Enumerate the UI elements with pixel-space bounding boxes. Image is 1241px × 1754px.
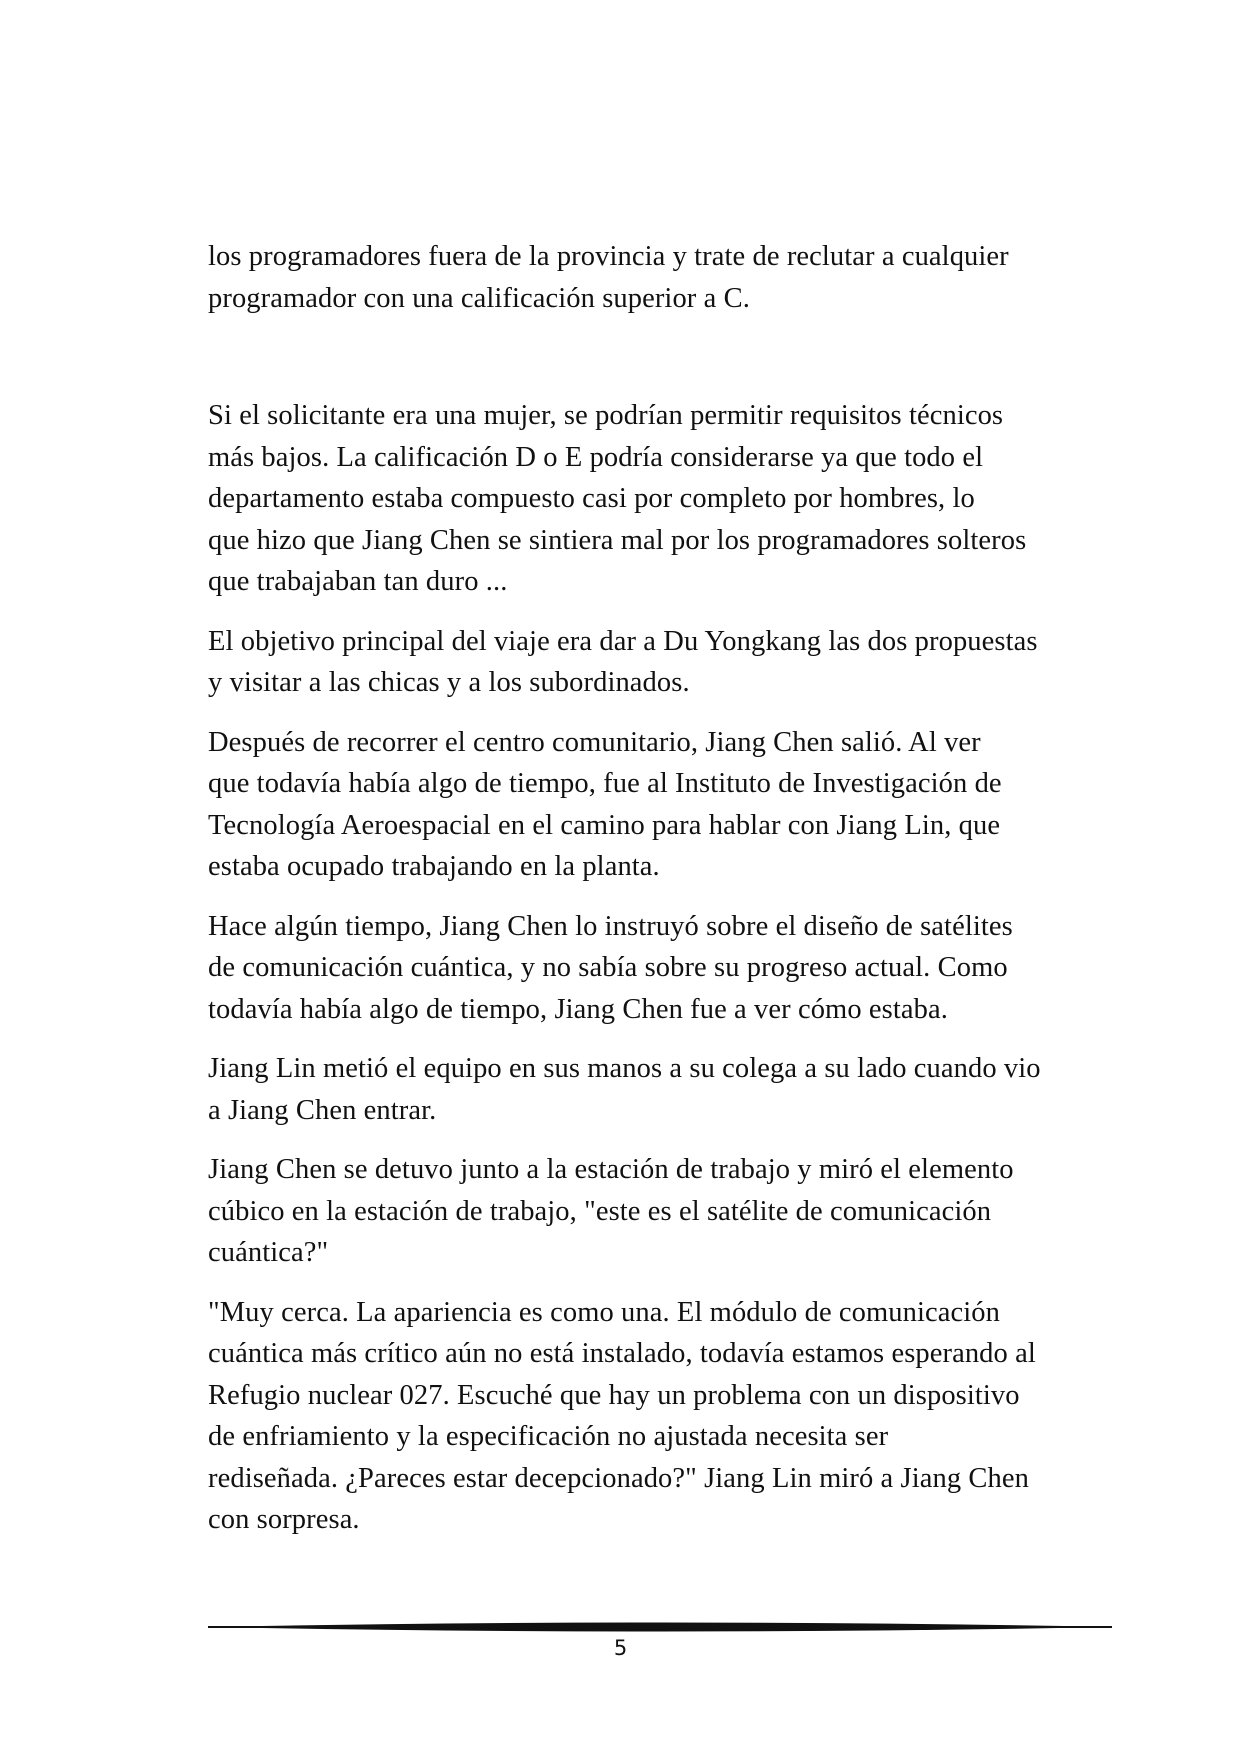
paragraph: Si el solicitante era una mujer, se podrían permitir requisitos técnicos más bajos. La calificación D o E podría considerarse ya que todo el departamento estaba compuesto casi por completo por hombres, lo que hizo que Jiang Chen se sintiera mal por los programadores solteros que trabajaban tan duro ...	[208, 400, 1027, 597]
page-number: 5	[613, 1636, 628, 1660]
paragraph: Jiang Chen se detuvo junto a la estación de trabajo y miró el elemento cúbico en la estación de trabajo, "este es el satélite de comunicación cuántica?"	[208, 1154, 1014, 1268]
paragraph: Hace algún tiempo, Jiang Chen lo instruyó sobre el diseño de satélites de comunicación cuántica, y no sabía sobre su progreso actual. Como todavía había algo de tiempo, Jiang Chen fue a ver cómo estaba.	[208, 910, 1013, 1025]
body-text	[208, 236, 1068, 1559]
paragraph: Después de recorrer el centro comunitario, Jiang Chen salió. Al ver que todavía había algo de tiempo, fue al Instituto de Investigación de Tecnología Aeroespacial en el camino para hablar con Jiang Lin, que estaba ocupado trabajando en la planta.	[208, 726, 1002, 882]
paragraph: Jiang Lin metió el equipo en sus manos a su colega a su lado cuando vio a Jiang Chen entrar.	[208, 1053, 1041, 1126]
paragraph: "Muy cerca. La apariencia es como una. El módulo de comunicación cuántica más crítico aún no está instalado, todavía estamos esperando al Refugio nuclear 027. Escuché que hay un problema con un dispositivo de enfriamiento y la especificación no ajustada necesita ser rediseñada. ¿Pareces estar decepcionado?" Jiang Lin miró a Jiang Chen con sorpresa.	[208, 1296, 1036, 1535]
paragraph: los programadores fuera de la provincia y trate de reclutar a cualquier programador con una calificación superior a C.	[208, 241, 1009, 314]
footer-divider	[208, 1620, 1112, 1634]
paragraph: El objetivo principal del viaje era dar a Du Yongkang las dos propuestas y visitar a las chicas y a los subordinados.	[208, 625, 1038, 698]
